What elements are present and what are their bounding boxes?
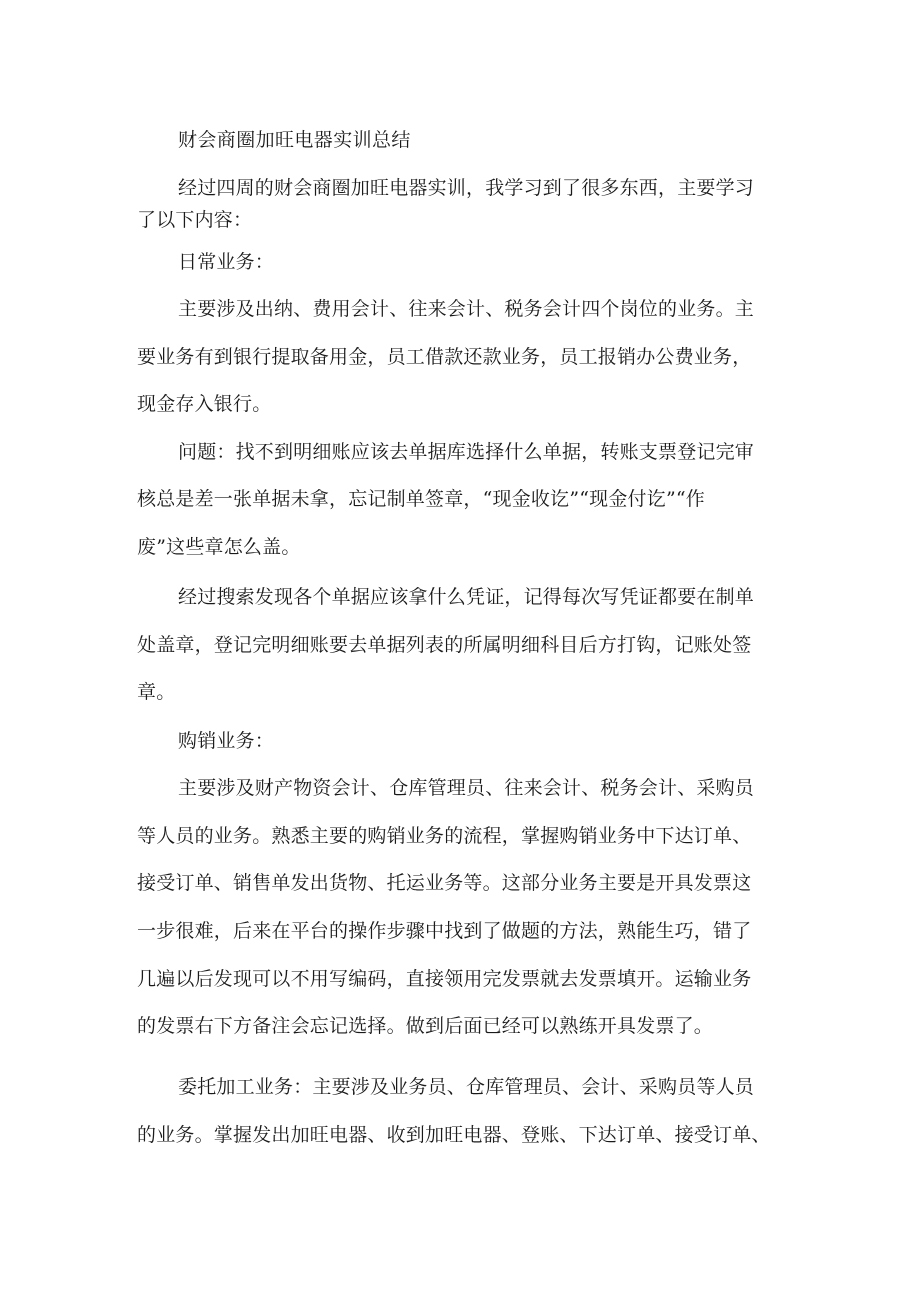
- line-text: 废”这些章怎么盖。: [137, 536, 301, 558]
- line-text: 问题：找不到明细账应该去单据库选择什么单据，转账支票登记完审: [178, 441, 755, 463]
- line-text: 处盖章，登记完明细账要去单据列表的所属明细科目后方打钩，记账处签: [137, 634, 752, 656]
- line-text: 等人员的业务。熟悉主要的购销业务的流程，掌握购销业务中下达订单、: [137, 825, 752, 847]
- heading-text: 购销业务：: [178, 730, 275, 752]
- paragraph-line: [0, 292, 920, 326]
- paragraph-line: [0, 1009, 920, 1043]
- paragraph-line: [0, 340, 920, 374]
- paragraph-line: [0, 580, 920, 614]
- heading-text: 日常业务：: [178, 251, 275, 273]
- paragraph-line: [0, 866, 920, 900]
- line-text: 经过四周的财会商圈加旺电器实训，我学习到了很多东西，主要学习: [178, 177, 755, 199]
- paragraph-line: [0, 1118, 920, 1152]
- paragraph-line: [0, 1070, 920, 1104]
- paragraph-line: [0, 435, 920, 469]
- paragraph-line: [0, 530, 920, 564]
- line-text: 经过搜索发现各个单据应该拿什么凭证，记得每次写凭证都要在制单: [178, 586, 755, 608]
- line-text: 接受订单、销售单发出货物、托运业务等。这部分业务主要是开具发票这: [137, 872, 752, 894]
- line-text: 核总是差一张单据未拿，忘记制单签章，“现金收讫”“现金付讫”“作: [137, 488, 705, 510]
- line-text: 的业务。掌握发出加旺电器、收到加旺电器、登账、下达订单、接受订单、: [137, 1124, 771, 1146]
- paragraph-line: [0, 819, 920, 853]
- line-text: 主要涉及出纳、费用会计、往来会计、税务会计四个岗位的业务。主: [178, 298, 755, 320]
- paragraph-line: [0, 628, 920, 662]
- paragraph-line: [0, 482, 920, 516]
- title-text: 财会商圈加旺电器实训总结: [178, 129, 411, 151]
- line-text: 了以下内容：: [137, 209, 253, 231]
- section-heading-purchase-sales: [0, 724, 920, 758]
- paragraph-line: [0, 171, 920, 205]
- line-text: 委托加工业务：主要涉及业务员、仓库管理员、会计、采购员等人员: [178, 1076, 755, 1098]
- paragraph-line: [0, 962, 920, 996]
- section-heading-daily: [0, 245, 920, 279]
- paragraph-line: [0, 387, 920, 421]
- line-text: 几遍以后发现可以不用写编码，直接领用完发票就去发票填开。运输业务: [137, 968, 752, 990]
- line-text: 一步很难，后来在平台的操作步骤中找到了做题的方法，熟能生巧，错了: [137, 920, 752, 942]
- line-text: 的发票右下方备注会忘记选择。做到后面已经可以熟练开具发票了。: [137, 1015, 714, 1037]
- line-text: 主要涉及财产物资会计、仓库管理员、往来会计、税务会计、采购员: [178, 777, 755, 799]
- paragraph-line: [0, 771, 920, 805]
- line-text: 章。: [137, 681, 176, 703]
- document-title: [0, 123, 920, 157]
- paragraph-line: [0, 914, 920, 948]
- paragraph-line: [0, 675, 920, 709]
- line-text: 现金存入银行。: [137, 393, 272, 415]
- line-text: 要业务有到银行提取备用金，员工借款还款业务，员工报销办公费业务，: [137, 346, 752, 368]
- paragraph-line: [0, 203, 920, 237]
